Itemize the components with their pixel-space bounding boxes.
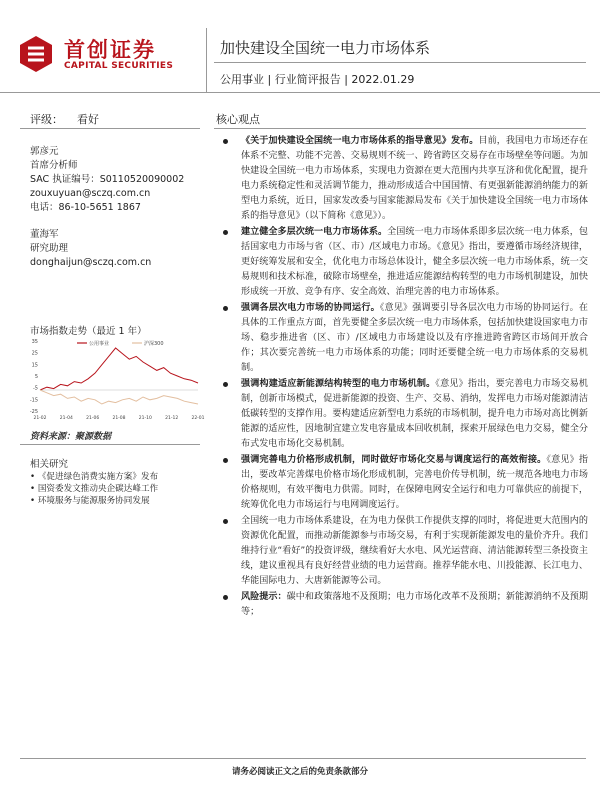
- x-tick-label: 21-10: [138, 416, 152, 421]
- bullet-text: 目前，我国电力市场还存在体系不完整、功能不完善、交易规则不统一、跨省跨区交易存在市场壁垒等问题。为加快建设全国统一电力市场体系，实现电力资源在更大范围内共享互济和优化配置，提升电力系统稳定性和灵活调节能力，推动形成适合中国国情、有更强新能源消纳能力的新型电力系统，近日，国家发改委与国家能源局发布《关于加快建设全国统一电力市场体系的指导意见》（以下简称《意见》）。: [241, 136, 588, 221]
- analyst-1-role: 首席分析师: [30, 160, 78, 171]
- core-bullet: [220, 301, 588, 376]
- chart-source: 资料来源：聚源数据: [30, 432, 112, 442]
- y-tick-label: -5: [33, 385, 38, 392]
- bullet-text: 《意见》指出，要完善电力市场交易机制，创新市场模式，促进新能源的投资、生产、交易、消纳，发挥电力市场对能源清洁低碳转型的支撑作用。要构建适应新型电力系统的市场机制，提升电力市场对高比例新能源的适应性，因地制宜建立发电容量成本回收机制，探索开展绿色电力交易，健全分布式发电市场化交易机制。: [241, 379, 588, 449]
- y-tick-label: -15: [29, 397, 38, 404]
- bullet-heading: 强调完善电力价格形成机制，同时做好市场化交易与调度运行的高效衔接。: [241, 455, 547, 465]
- core-bullet: [220, 514, 588, 589]
- chart-source-divider: [20, 444, 200, 445]
- core-views-divider: [214, 128, 586, 129]
- chart-title: 市场指数走势（最近 1 年）: [30, 326, 147, 337]
- logo-english-name: CAPITAL SECURITIES: [64, 61, 174, 71]
- core-bullet: [220, 453, 588, 513]
- core-bullet: [220, 134, 588, 224]
- rating-label: 评级：: [30, 113, 63, 126]
- core-views-title: 核心观点: [216, 113, 260, 126]
- bullet-text: 碳中和政策落地不及预期；电力市场化改革不及预期；新能源消纳不及预期等；: [241, 592, 588, 617]
- related-research-list: [30, 471, 158, 507]
- analyst-1-phone: 电话：86-10-5651 1867: [30, 202, 141, 213]
- series-line-0: [40, 348, 198, 390]
- x-tick-label: 21-12: [165, 416, 179, 421]
- y-tick-label: -25: [29, 409, 38, 415]
- rating: [30, 111, 99, 127]
- related-item[interactable]: • 环境服务与能源服务协同发展: [30, 495, 158, 507]
- x-tick-label: 21-04: [59, 416, 73, 421]
- report-subtitle: 公用事业 | 行业简评报告 | 2022.01.29: [220, 73, 415, 86]
- core-bullet: [220, 377, 588, 452]
- y-tick-label: 5: [34, 374, 38, 380]
- legend-label: 公用事业: [89, 341, 110, 347]
- footer-divider: [20, 758, 586, 759]
- related-research-title: 相关研究: [30, 459, 69, 470]
- core-bullet: [220, 590, 588, 620]
- related-item[interactable]: • 国资委发文推动央企碳达峰工作: [30, 483, 158, 495]
- x-tick-label: 22-01: [191, 416, 205, 421]
- rating-value: 看好: [77, 113, 99, 126]
- logo-mark-icon: [16, 34, 56, 74]
- analyst-1-email[interactable]: zouxuyuan@sczq.com.cn: [30, 188, 151, 199]
- series-line-1: [40, 390, 198, 404]
- bullet-heading: 强调各层次电力市场的协同运行。: [241, 303, 380, 313]
- y-tick-label: 25: [31, 350, 38, 357]
- footer-disclaimer: 请务必阅读正文之后的免责条款部分: [231, 767, 368, 777]
- legend-label: 沪深300: [144, 341, 164, 347]
- analyst-2: [30, 228, 151, 270]
- analyst-2-email[interactable]: donghaijun@sczq.com.cn: [30, 257, 152, 268]
- bullet-heading: 建立健全多层次统一电力市场体系。: [241, 227, 388, 237]
- bullet-text: 全国统一电力市场体系建设，在为电力保供工作提供支撑的同时，将促进更大范围内的资源优化配置，而推动新能源参与市场交易，有利于实现新能源发电的量价齐升。我们维持行业“看好”的投资评级，继续看好大水电、风光运营商、清洁能源转型三条投资主线，建议重视具有良好经营业绩的电力运营商。推荐华能水电、川投能源、长江电力、华能国际电力、大唐新能源等公司。: [241, 516, 588, 586]
- market-index-chart: [22, 335, 205, 425]
- related-item[interactable]: • 《促进绿色消费实施方案》发布: [30, 471, 158, 483]
- y-tick-label: 15: [31, 362, 38, 369]
- x-tick-label: 21-06: [86, 416, 100, 421]
- bullet-heading: 风险提示：: [241, 592, 287, 602]
- analyst-2-name: 董海军: [30, 229, 59, 240]
- header-vertical-divider: [206, 28, 207, 92]
- bullet-text: 全国统一电力市场体系即多层次统一电力体系，包括国家电力市场与省（区、市）/区域电力市场。《意见》指出，要遵循市场经济规律，更好统筹发展和安全，优化电力市场总体设计，健全多层次统一电力市场体系，统一交易规则和技术标准，破除市场壁垒，推进适应能源结构转型的电力市场机制建设，加快形成统一开放、竞争有序、安全高效、治理完善的电力市场体系。: [241, 227, 588, 297]
- bullet-heading: 强调构建适应新能源结构转型的电力市场机制。: [241, 379, 436, 389]
- x-tick-label: 21-02: [33, 416, 47, 421]
- report-title: 加快建设全国统一电力市场体系: [220, 39, 431, 57]
- x-tick-label: 21-08: [112, 416, 126, 421]
- rating-divider: [20, 128, 200, 129]
- bullet-heading: 《关于加快建设全国统一电力市场体系的指导意见》发布。: [241, 136, 479, 146]
- title-divider: [214, 62, 586, 63]
- analyst-1-name: 郭彦元: [30, 146, 59, 157]
- bullet-text: 《意见》强调要引导各层次电力市场的协同运行。在具体的工作重点方面，首先要健全多层次统一电力市场体系，包括加快建设国家电力市场、稳步推进省（区、市）/区域电力市场建设以及有序推进跨省跨区市场间开放合作；其次要完善统一电力市场体系的功能；同时还要健全统一电力市场体系的交易机制。: [241, 303, 588, 373]
- logo-chinese-name: 首创证券: [64, 38, 156, 62]
- core-views-list: [220, 134, 588, 621]
- analyst-1: [30, 145, 184, 215]
- company-logo: [12, 30, 204, 80]
- analyst-1-sac: SAC 执证编号：S0110520090002: [30, 174, 185, 185]
- bullet-text: 《意见》指出，要改革完善煤电价格市场化形成机制，完善电价传导机制，统一规范各地电力市场价格规则，有效平衡电力供需。同时，在保障电网安全运行和电力可靠供应的前提下，统筹优化电力市场运行与电网调度运行。: [241, 455, 588, 510]
- header-bottom-rule: [0, 92, 600, 93]
- y-tick-label: 35: [31, 339, 38, 345]
- core-bullet: [220, 225, 588, 300]
- analyst-2-role: 研究助理: [30, 243, 69, 254]
